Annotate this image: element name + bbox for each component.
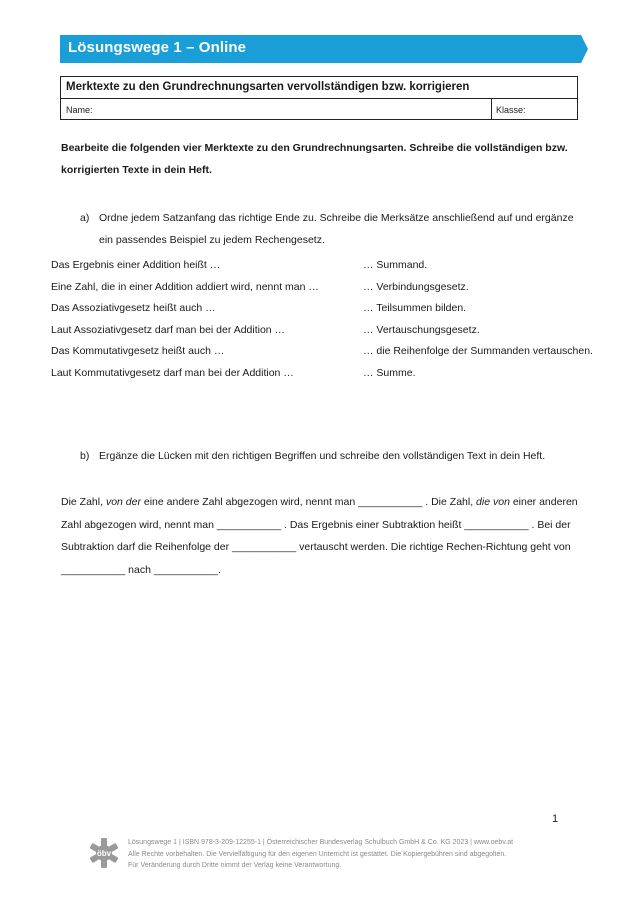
sentence-end: … Teilsummen bilden. (363, 302, 467, 315)
sentence-end: … Vertauschungsgesetz. (363, 323, 480, 336)
gap-fill-text (61, 491, 581, 582)
sentence-end: … Verbindungsgesetz. (363, 280, 469, 293)
gap-text-emphasis: von der (105, 496, 141, 508)
task-b-letter: b) (80, 450, 90, 462)
name-label: Name: (66, 105, 93, 115)
matching-row (51, 259, 611, 281)
oebv-logo (88, 837, 120, 874)
task-b-text: Ergänze die Lücken mit den richtigen Begriffen und schreibe den vollständigen Text in dein Heft. (99, 450, 546, 462)
task-a-letter: a) (80, 212, 90, 224)
gap-text-part: Die Zahl, (61, 496, 106, 508)
footer (128, 837, 598, 872)
banner-title: Lösungswege 1 – Online (68, 39, 247, 56)
sentence-start: Laut Assoziativgesetz darf man bei der Addition … (51, 323, 286, 336)
sentence-end: … die Reihenfolge der Summanden vertauschen. (363, 345, 593, 358)
gap-text-emphasis: die von (476, 496, 510, 508)
footer-line-2: Alle Rechte vorbehalten. Die Vervielfältigung für den eigenen Unterricht ist gestattet. Die Kopiergebühren sind abgegolten. (128, 850, 507, 858)
matching-row (51, 302, 611, 324)
matching-row (51, 345, 611, 367)
class-cell (491, 99, 577, 120)
worksheet-title: Merktexte zu den Grundrechnungsarten vervollständigen bzw. korrigieren (61, 77, 577, 99)
intro-instructions: Bearbeite die folgenden vier Merktexte zu den Grundrechnungsarten. Schreibe die vollständigen bzw. korrigierten Texte in dein Heft. (61, 142, 568, 176)
matching-row (51, 281, 611, 303)
task-a (80, 207, 580, 251)
title-banner (60, 35, 588, 63)
matching-table (51, 259, 611, 389)
oebv-logo-text: öbv (96, 849, 112, 858)
task-a-text: Ordne jedem Satzanfang das richtige Ende zu. Schreibe die Merksätze anschließend auf und ergänze ein passendes Beispiel zu jedem Rechengesetz. (99, 212, 574, 246)
gap-text-part: eine andere Zahl abgezogen wird, nennt man ___________ . Die Zahl, (140, 496, 477, 508)
sentence-end: … Summe. (363, 366, 416, 379)
worksheet-header-table (60, 76, 578, 120)
task-b (80, 445, 600, 467)
sentence-start: Das Kommutativgesetz heißt auch … (51, 345, 225, 358)
oebv-logo-icon (88, 837, 120, 869)
sentence-start: Das Ergebnis einer Addition heißt … (51, 259, 221, 271)
sentence-end: … Summand. (363, 259, 428, 271)
sentence-start: Eine Zahl, die in einer Addition addiert wird, nennt man … (51, 280, 319, 293)
page-number: 1 (552, 813, 559, 825)
matching-row (51, 367, 611, 389)
sentence-start: Laut Kommutativgesetz darf man bei der Addition … (51, 366, 294, 379)
gap-text-part: einer anderen Zahl abgezogen wird, nennt man ___________ . Das Ergebnis einer Subtraktion heißt ___________ . Bei der Subtraktion darf die Reihenfolge der ___________ vertauscht werden. Die richtige Rechen-Richtung geht von ___________ nach ___________. (61, 496, 578, 577)
matching-row (51, 324, 611, 346)
name-class-row (61, 99, 577, 120)
footer-line-1: Lösungswege 1 | ISBN 978-3-209-12255-1 | Österreichischer Bundesverlag Schulbuch GmbH & Co. KG 2023 | www.oebv.at (128, 839, 514, 846)
sentence-start: Das Assoziativgesetz heißt auch … (51, 302, 216, 315)
class-label: Klasse: (496, 105, 526, 115)
footer-line-3: Für Veränderung durch Dritte nimmt der Verlag keine Verantwortung. (128, 862, 342, 869)
